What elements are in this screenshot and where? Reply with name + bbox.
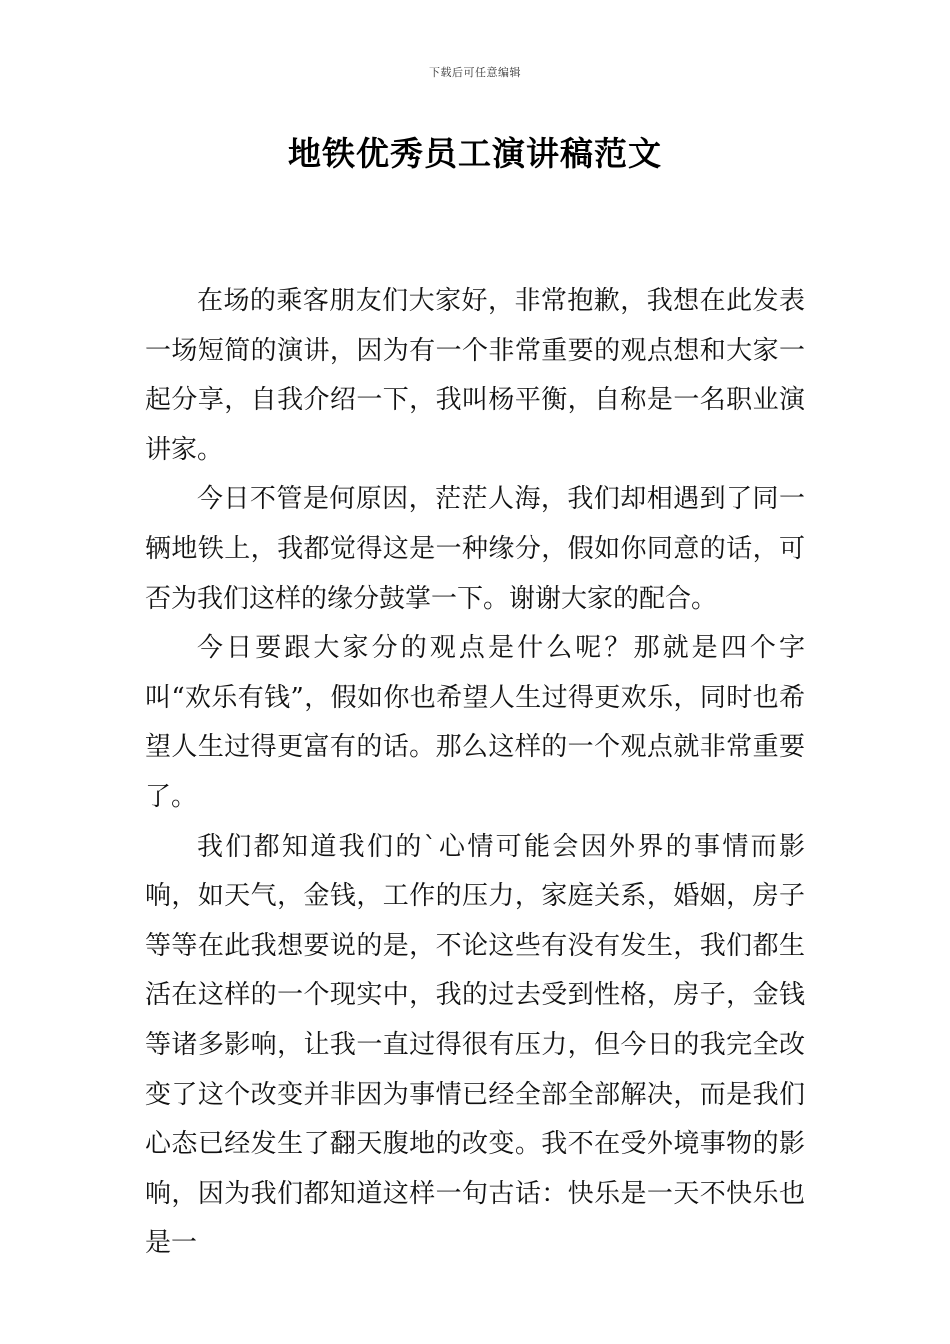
document-title: 地铁优秀员工演讲稿范文 — [288, 134, 662, 173]
paragraph-2: 今日不管是何原因，茫茫人海，我们却相遇到了同一辆地铁上，我都觉得这是一种缘分，假如你同意的话，可否为我们这样的缘分鼓掌一下。谢谢大家的配合。 — [145, 484, 805, 614]
paragraph-3: 今日要跟大家分的观点是什么呢？那就是四个字叫“欢乐有钱”，假如你也希望人生过得更欢乐，同时也希望人生过得更富有的话。那么这样的一个观点就非常重要了。 — [145, 633, 805, 812]
paragraph-4: 我们都知道我们的`心情可能会因外界的事情而影响，如天气，金钱，工作的压力，家庭关系，婚姻，房子等等在此我想要说的是，不论这些有没有发生，我们都生活在这样的一个现实中，我的过去受到性格，房子，金钱等诸多影响，让我一直过得很有压力，但今日的我完全改变了这个改变并非因为事情已经全部全部解决，而是我们心态已经发生了翻天腹地的改变。我不在受外境事物的影响，因为我们都知道这样一句古话：快乐是一天不快乐也是一 — [145, 831, 805, 1259]
header-note: 下载后可任意编辑 — [429, 66, 521, 79]
paragraph-1: 在场的乘客朋友们大家好，非常抱歉，我想在此发表一场短简的演讲，因为有一个非常重要的观点想和大家一起分享，自我介绍一下，我叫杨平衡，自称是一名职业演讲家。 — [145, 286, 805, 465]
document-body — [145, 277, 805, 1269]
